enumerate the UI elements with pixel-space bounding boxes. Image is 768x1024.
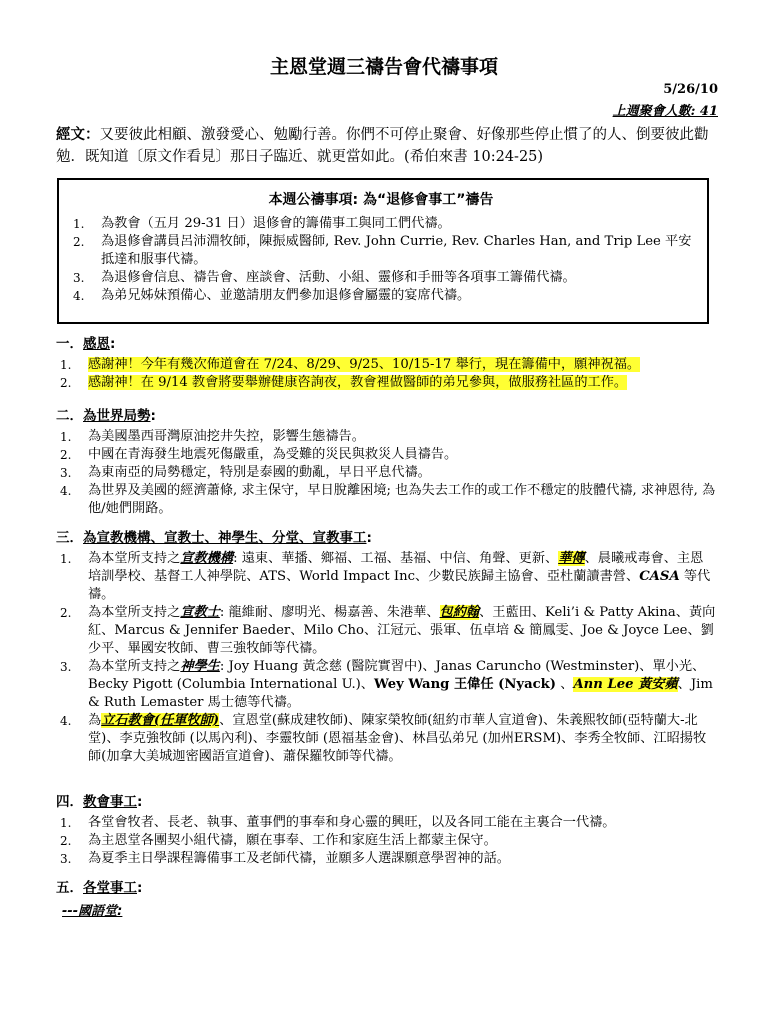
list-item-text: 為退修會信息、禱告會、座談會、活動、小組、靈修和手冊等各項事工籌備代禱。 [101, 270, 576, 285]
list-item: 2. 為退修會講員呂沛淵牧師，陳振威醫師, Rev. John Currie, Rev. Charles Han, and Trip Lee 平安抵達和服事代禱。 [73, 234, 692, 267]
section-thanksgiving [56, 334, 716, 392]
list-item-text: 為東南亞的局勢穩定，特別是泰國的動亂，早日平息代禱。 [88, 465, 431, 480]
section-missions [56, 528, 716, 766]
section-heading: 一．感恩: [56, 336, 116, 352]
scripture-passage [56, 124, 716, 168]
list-item-text: 為退修會講員呂沛淵牧師，陳振威醫師, Rev. John Currie, Rev. Charles Han, and Trip Lee 平安抵達和服事代禱。 [101, 234, 692, 267]
list-item: 1. 為教會（五月 29-31 日）退修會的籌備事工與同工們代禱。 [73, 216, 451, 231]
list-item-text: 中國在青海發生地震死傷嚴重，為受難的災民與救災人員禱告。 [88, 447, 458, 462]
section-heading: 四．教會事工: [56, 794, 143, 810]
highlighted-text: 感謝神！在 9/14 教會將要舉辦健康咨詢夜，教會裡做醫師的弟兄參與，做服務社區的工作。 [88, 375, 628, 390]
list-item: 4. 為立石教會(任軍牧師)、宣恩堂(蘇成建牧師)、陳家榮牧師(紐約市華人宣道會)、朱義熙牧師(亞特蘭大-北堂)、李克強牧師 (以馬內利)、李靈牧師 (恩福基金會)、林昌弘弟兄 (加州ERSM)、李秀全牧師、江昭揚牧師(加拿大美城迦密國語宣道會)、蕭保羅牧師等代禱。 [60, 713, 707, 764]
list-item: 4. 為世界及美國的經濟蕭條, 求主保守，早日脫離困境; 也為失去工作的或工作不穩定的肢體代禱, 求神恩待, 為他/她們開路。 [60, 483, 716, 516]
section-heading: 五．各堂事工: [56, 880, 143, 896]
list-item: 1. 為本堂所支持之宣教機構: 遠東、華播、鄉福、工福、基福、中信、角聲、更新、華傳、晨曦戒毒會、主恩培訓學校、基督工人神學院、ATS、World Impact Inc、少數民族歸主協會、亞杜蘭讀書營、CASA 等代禱。 [60, 551, 711, 602]
scripture-text: 又要彼此相顧、激發愛心、勉勵行善。你們不可停止聚會、好像那些停止慣了的人、倒要彼此勸勉．既知道〔原文作看見〕那日子臨近、就更當如此。(希伯來書 10:24-25) [56, 127, 709, 165]
list-item: 1. 各堂會牧者、長老、執事、董事們的事奉和身心靈的興旺，以及各同工能在主裏合一代禱。 [60, 815, 616, 830]
list-item-text: 為教會（五月 29-31 日）退修會的籌備事工與同工們代禱。 [101, 216, 451, 231]
list-item-text: 為美國墨西哥灣原油挖井失控，影響生態禱告。 [88, 429, 365, 444]
bulletin-date: 5/26/10 [663, 82, 718, 97]
list-item: 3. 為本堂所支持之神學生: Joy Huang 黃念慈 (醫院實習中)、Janas Caruncho (Westminster)、單小光、Becky Pigott (Columbia International U.)、Wey Wang 王偉任 (Nyack) 、Ann Lee 黃安蘋、Jim & Ruth Lemaster 馬士德等代禱。 [60, 659, 713, 710]
list-item: 3. 為夏季主日學課程籌備事工及老師代禱，並願多人選課願意學習神的話。 [60, 851, 510, 866]
list-item-text: 為世界及美國的經濟蕭條, 求主保守，早日脫離困境; 也為失去工作的或工作不穩定的肢體代禱, 求神恩待, 為他/她們開路。 [88, 483, 716, 516]
list-item-text: 為弟兄姊妹預備心、並邀請朋友們參加退修會屬靈的宴席代禱。 [101, 288, 471, 303]
section-heading: 三．為宣教機構、宣教士、神學生、分堂、宣教事工: [56, 530, 372, 546]
mandarin-congregation-heading: ---國語堂: [62, 904, 123, 919]
list-item-text: 為主恩堂各團契小組代禱，願在事奉、工作和家庭生活上都蒙主保守。 [88, 833, 497, 848]
list-item: 2. 為本堂所支持之宣教士: 龍維耐、廖明光、楊嘉善、朱港華、包約翰、王藍田、Keli’i & Patty Akina、黃向紅、Marcus & Jennifer Baeder、Milo Cho、江冠元、張軍、伍卓培 & 簡鳳雯、Joe & Joyce Lee、劉少平、畢國安牧師、曹三強牧師等代禱。 [60, 605, 716, 656]
weekly-prayer-title: 本週公禱事項: 為“退修會事工”禱告 [268, 192, 494, 208]
list-item: 1. 感謝神！今年有幾次佈道會在 7/24、8/29、9/25、10/15-17 舉行，現在籌備中，願神祝福。 [60, 357, 641, 372]
list-item: 1. 為美國墨西哥灣原油挖井失控，影響生態禱告。 [60, 429, 365, 444]
list-item: 2. 為主恩堂各團契小組代禱，願在事奉、工作和家庭生活上都蒙主保守。 [60, 833, 497, 848]
list-item: 2. 中國在青海發生地震死傷嚴重，為受難的災民與救災人員禱告。 [60, 447, 458, 462]
weekly-prayer-box [57, 178, 709, 324]
section-branch-ministry [56, 878, 716, 919]
list-item-text: 為夏季主日學課程籌備事工及老師代禱，並願多人選課願意學習神的話。 [88, 851, 510, 866]
section-heading: 二．為世界局勢: [56, 408, 156, 424]
attendance-count: 上週聚會人數: 41 [612, 104, 718, 119]
highlighted-text: 感謝神！今年有幾次佈道會在 7/24、8/29、9/25、10/15-17 舉行，現在籌備中，願神祝福。 [88, 357, 641, 372]
page-title: 主恩堂週三禱告會代禱事項 [269, 56, 498, 78]
section-church-ministry [56, 792, 716, 868]
list-item-text: 各堂會牧者、長老、執事、董事們的事奉和身心靈的興旺，以及各同工能在主裏合一代禱。 [88, 815, 616, 830]
section-world-affairs [56, 406, 716, 518]
list-item: 3. 為東南亞的局勢穩定，特別是泰國的動亂，早日平息代禱。 [60, 465, 431, 480]
list-item: 2. 感謝神！在 9/14 教會將要舉辦健康咨詢夜，教會裡做醫師的弟兄參與，做服務社區的工作。 [60, 375, 628, 390]
list-item: 3. 為退修會信息、禱告會、座談會、活動、小組、靈修和手冊等各項事工籌備代禱。 [73, 270, 576, 285]
list-item: 4. 為弟兄姊妹預備心、並邀請朋友們參加退修會屬靈的宴席代禱。 [73, 288, 471, 303]
scripture-label: 經文： [56, 127, 100, 143]
